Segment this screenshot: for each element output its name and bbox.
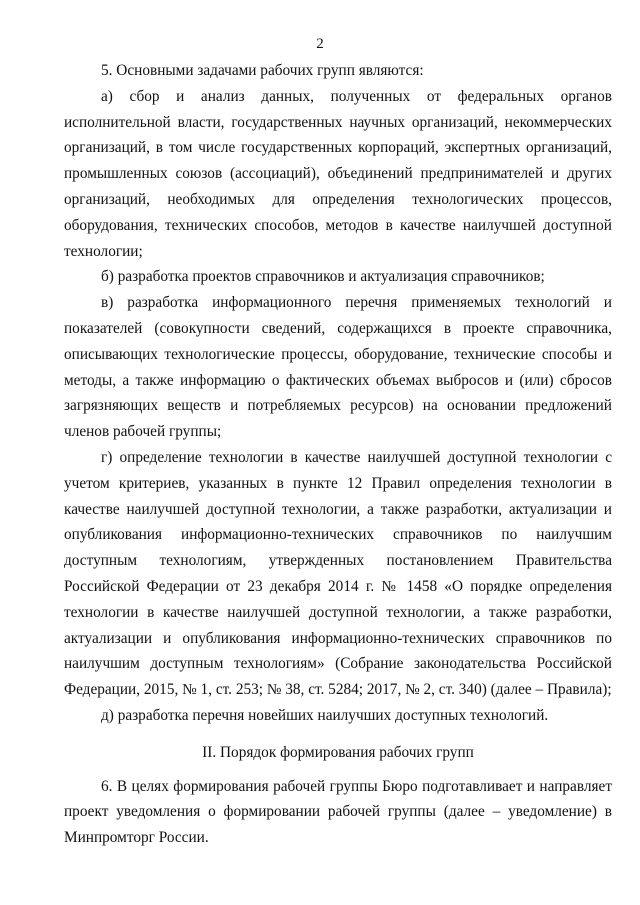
paragraph-5-intro: 5. Основными задачами рабочих групп являются: xyxy=(101,62,424,79)
paragraph-item-d: д) разработка перечня новейших наилучших доступных технологий. xyxy=(101,706,549,724)
paragraph-item-v: в) разработка информационного перечня применяемых технологий и показателей (совокупности сведений, содержащихся в проекте справочника, описывающих технологические процессы, оборудование, технические способы и методы, а также информацию о фактических объемах выбросов и (или) сбросов загрязняющих веществ и потребляемых ресурсов) на основании предложений членов рабочей группы; xyxy=(64,294,612,441)
paragraph-item-a: а) сбор и анализ данных, полученных от федеральных органов исполнительной власти, государственных научных организаций, некоммерческих организаций, в том числе государственных корпораций, экспертных организаций, промышленных союзов (ассоциаций), объединений предпринимателей и других организаций, необходимых для определения технологических процессов, оборудования, технических способов, методов в качестве наилучшей доступной технологии; xyxy=(64,87,612,260)
document-body xyxy=(64,58,612,851)
paragraph-item-g: г) определение технологии в качестве наилучшей доступной технологии с учетом критериев, указанных в пункте 12 Правил определения технологии в качестве наилучшей доступной технологии, а также разработки, актуализации и опубликования информационно-технических справочников по наилучшим доступным технологиям, утвержденных постановлением Правительства Российской Федерации от 23 декабря 2014 г. № 1458 «О порядке определения технологии в качестве наилучшей доступной технологии, а также разработки, актуализации и опубликования информационно-технических справочников по наилучшим доступным технологиям» (Собрание законодательства Российской Федерации, 2015, № 1, ст. 253; № 38, ст. 5284; 2017, № 2, ст. 340) (далее – Правила); xyxy=(64,448,612,699)
section-heading: II. Порядок формирования рабочих групп xyxy=(202,743,474,761)
paragraph-item-b: б) разработка проектов справочников и актуализация справочников; xyxy=(101,268,545,286)
page-number: 2 xyxy=(316,36,324,52)
paragraph-6: 6. В целях формирования рабочей группы Бюро подготавливает и направляет проект уведомления о формировании рабочей группы (далее – уведомление) в Минпромторг России. xyxy=(64,777,612,847)
